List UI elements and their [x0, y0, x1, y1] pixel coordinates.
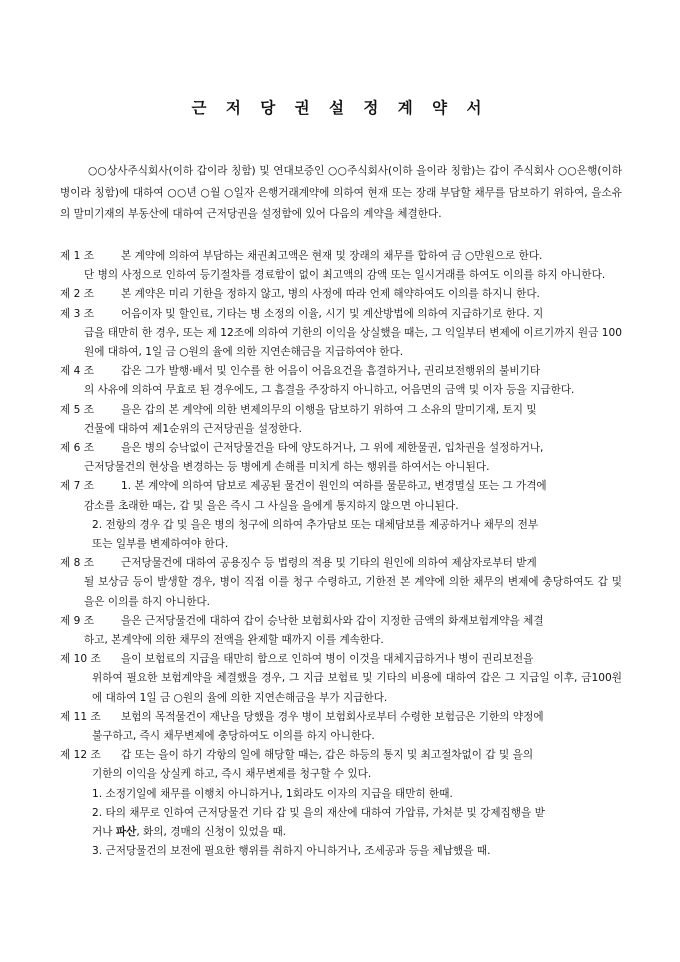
- article-12: [60, 746, 622, 765]
- article-8-continuation: 될 보상금 등이 발생할 경우, 병이 직접 이를 청구 수령하고, 기한전 본 계약에 의한 채무의 변제에 충당하여도 갑 및 을은 이의를 하지 아니한다.: [84, 576, 622, 608]
- article-12-item-2-continuation: [60, 823, 622, 842]
- item-text: 거나: [92, 826, 116, 839]
- article-12-continuation: 기한의 이익을 상실케 하고, 즉시 채무변제를 청구할 수 있다.: [92, 768, 372, 781]
- article-10: [60, 650, 622, 669]
- article-5-continuation: 건물에 대하여 제1순위의 근저당권을 설정한다.: [84, 422, 303, 435]
- article-9: [60, 612, 622, 631]
- article-4-continuation: 의 사유에 의하여 무효로 된 경우에도, 그 흠결을 주장하지 아니하고, 어음면의 금액 및 이자 등을 지급한다.: [84, 384, 575, 397]
- article-number: 제 1 조: [60, 250, 94, 262]
- article-1-continuation: 단 병의 사정으로 인하여 등기절차를 경료함이 없이 최고액의 감액 또는 일시거래를 하여도 이의를 하지 아니한다.: [84, 269, 606, 282]
- article-8: [60, 554, 622, 573]
- article-number: 제 8 조: [60, 557, 94, 570]
- article-11-continuation: 불구하고, 즉시 채무변제에 충당하여도 이의를 하지 아니한다.: [92, 730, 375, 743]
- article-text: 근저당물건에 대하여 공용징수 등 법령의 적용 및 기타의 원인에 의하여 제삼자로부터 받게: [121, 557, 537, 570]
- article-number: 제 10 조: [60, 653, 101, 666]
- article-number: 제 3 조: [60, 307, 94, 320]
- article-11: [60, 708, 622, 727]
- article-text: 을은 병의 승낙없이 근저당물건을 타에 양도하거나, 그 위에 제한물권, 입차권을 설정하거나,: [121, 442, 544, 455]
- article-7-item-2: 2. 전항의 경우 갑 및 을은 병의 청구에 의하여 추가담보 또는 대체담보를 제공하거나 채무의 전부: [92, 518, 539, 531]
- article-6-continuation: 근저당물건의 현상을 변경하는 등 병에게 손해를 미치게 하는 행위를 하여서는 아니된다.: [84, 461, 490, 474]
- article-number: 제 2 조: [60, 288, 94, 301]
- articles-list: [60, 247, 622, 862]
- item-text: , 화의, 경매의 신청이 있었을 때.: [136, 826, 287, 839]
- article-number: 제 9 조: [60, 614, 94, 627]
- article-text: 을은 갑의 본 계약에 의한 변제의무의 이행을 담보하기 위하여 그 소유의 말미기재, 토지 및: [121, 403, 537, 416]
- article-number: 제 6 조: [60, 442, 94, 455]
- article-9-continuation: 하고, 본계약에 의한 채무의 전액을 완제할 때까지 이를 계속한다.: [84, 634, 384, 647]
- article-7-item-2-continuation: 또는 일부를 변제하여야 한다.: [92, 538, 229, 551]
- article-number: 제 11 조: [60, 710, 101, 723]
- article-text: 어음이자 및 할인료, 기타는 병 소정의 이율, 시기 및 계산방법에 의하여 지급하기로 한다. 지: [121, 307, 544, 320]
- article-12-item-2: 2. 타의 채무로 인하여 근저당물건 기타 갑 및 을의 재산에 대하여 가압류, 가처분 및 강제집행을 받: [92, 806, 545, 819]
- article-3: [60, 305, 622, 324]
- article-number: 제 5 조: [60, 403, 94, 416]
- article-text: 을은 근저당물건에 대하여 갑이 승낙한 보험회사와 갑이 지정한 금액의 화재보험계약을 체결: [121, 614, 544, 627]
- article-number: 제 4 조: [60, 365, 94, 378]
- article-text: 갑 또는 을이 하기 각항의 일에 해당할 때는, 갑은 하등의 통지 및 최고절차없이 갑 및 을의: [121, 749, 534, 762]
- intro-paragraph: ○○상사주식회사(이하 갑이라 칭함) 및 연대보증인 ○○주식회사(이하 을이라 칭함)는 갑이 주식회사 ○○은행(이하 병이라 칭함)에 대하여 ○○년 ○월 ○일자 은행거래계약에 의하여 현재 또는 장래 부담할 채무를 담보하기 위하여, 을소유의 말미기재의 부동산에 대하여 근저당권을 설정함에 있어 다음의 계약을 체결한다.: [60, 165, 622, 221]
- article-number: 제 12 조: [60, 749, 101, 762]
- article-text: 본 계약에 의하여 부담하는 채권최고액은 현재 및 장래의 채무를 합하여 금 ○만원으로 한다.: [121, 250, 543, 262]
- article-text: 본 계약은 미리 기한을 정하지 않고, 병의 사정에 따라 언제 해약하여도 이의를 하지니 한다.: [121, 288, 540, 301]
- article-4: [60, 362, 622, 381]
- article-7-continuation: 감소를 초래한 때는, 갑 및 을은 즉시 그 사실을 을에게 통지하지 않으면 아니된다.: [84, 499, 459, 512]
- article-text: 보험의 목적물건이 재난을 당했을 경우 병이 보험회사로부터 수령한 보험금은 기한의 약정에: [121, 710, 544, 723]
- article-12-item-3: 3. 근저당물건의 보전에 필요한 행위를 취하지 아니하거나, 조세공과 등을 체납했을 때.: [92, 845, 491, 858]
- article-6: [60, 439, 622, 458]
- article-text: 을이 보험료의 지급을 태만히 함으로 인하여 병이 이것을 대체지급하거나 병이 권리보전을: [121, 653, 534, 666]
- article-12-item-1: 1. 소정기일에 채무를 이행치 아니하거나, 1회라도 이자의 지급을 태만히 한때.: [92, 787, 453, 800]
- article-number: 제 7 조: [60, 480, 94, 493]
- article-10-continuation: 위하여 필요한 보험계약을 체결했을 경우, 그 지급 보험료 및 기타의 비용에 대하여 갑은 그 지급일 이후, 금100원에 대하여 1일 금 ○원의 율에 의한 지연손해금을 부가 지급한다.: [92, 672, 622, 704]
- article-7: [60, 477, 622, 496]
- article-3-continuation: 급을 태만히 한 경우, 또는 제 12조에 의하여 기한의 이익을 상실했을 때는, 그 익일부터 변제에 이르기까지 원금 100원에 대하여, 1일 금 ○원의 율에 의한 지연손해금을 지급하여야 한다.: [84, 326, 622, 359]
- article-1: [60, 247, 622, 266]
- article-5: [60, 401, 622, 420]
- article-text: 갑은 그가 발행·배서 및 인수를 한 어음이 어음요건을 흠결하거나, 권리보전행위의 불비기타: [121, 365, 541, 378]
- item-emphasis: 파산: [115, 826, 137, 839]
- document-title: 근 저 당 권 설 정 계 약 서: [191, 98, 489, 117]
- article-2: [60, 285, 622, 304]
- article-text: 1. 본 계약에 의하여 담보로 제공된 물건이 원인의 여하를 물문하고, 변경멸실 또는 그 가격에: [121, 480, 547, 493]
